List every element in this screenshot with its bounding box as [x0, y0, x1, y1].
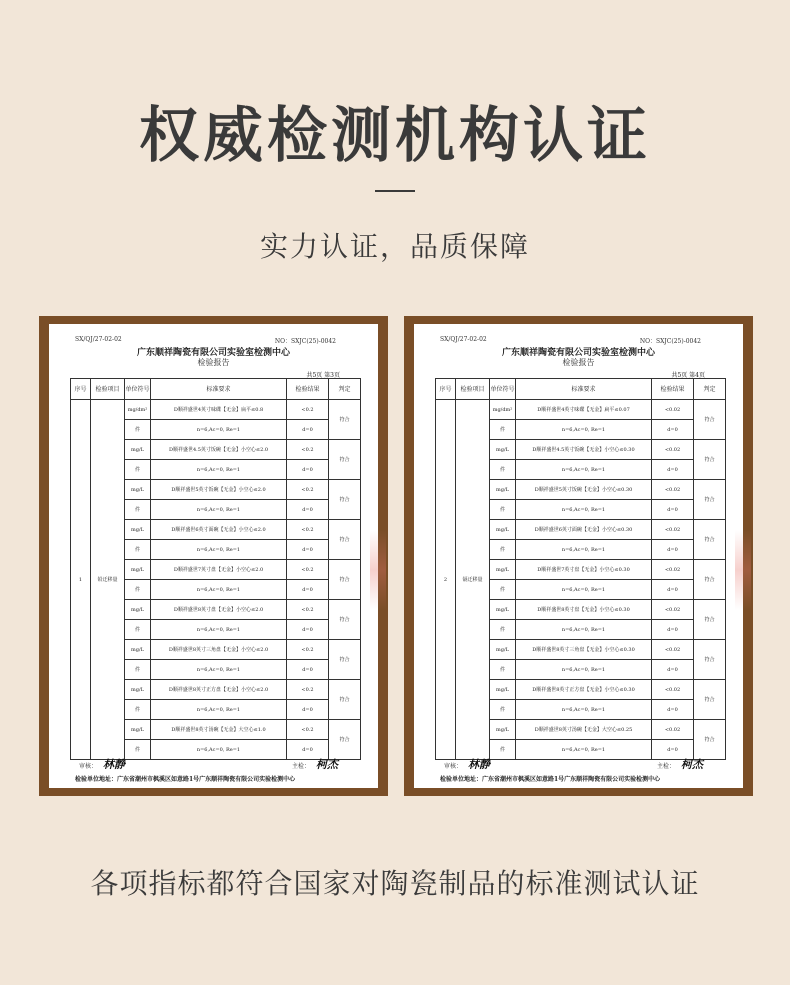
doc-code: SX/QJ/27-02-02	[75, 336, 122, 343]
table-row	[71, 400, 361, 420]
verdict-cell: 符合	[329, 640, 361, 680]
reviewer-label: 审核：	[444, 763, 463, 770]
requirement-cell: n=6,Ac=0, Re=1	[516, 540, 652, 560]
test-item-cell: 镉迁移量	[456, 400, 490, 760]
unit-cell: mg/L	[125, 560, 151, 580]
requirement-cell: D顺祥盛世8英寸三角盘【无金】小空心≤0.30	[516, 640, 652, 660]
unit-cell: 件	[125, 420, 151, 440]
result-cell: <0.02	[652, 520, 694, 540]
test-item-cell: 铅迁移量	[91, 400, 125, 760]
column-header: 单位符号	[490, 379, 516, 400]
requirement-cell: n=6,Ac=0, Re=1	[151, 620, 287, 640]
requirement-cell: D顺祥盛世7英寸盘【无金】小空心≤2.0	[151, 560, 287, 580]
unit-cell: 件	[125, 540, 151, 560]
inspection-report-document	[414, 324, 743, 788]
result-cell: <0.02	[652, 600, 694, 620]
requirement-cell: D顺祥盛世8英寸正方盘【无金】小空心≤0.30	[516, 680, 652, 700]
unit-cell: mg/L	[490, 480, 516, 500]
result-cell: d=0	[652, 660, 694, 680]
inspector-handwriting: 柯杰	[316, 758, 338, 771]
unit-cell: mg/L	[490, 600, 516, 620]
requirement-cell: D顺祥盛世5英寸饭碗【无金】小空心≤0.30	[516, 480, 652, 500]
seq-cell: 1	[71, 400, 91, 760]
result-cell: <0.2	[287, 440, 329, 460]
inspector-handwriting: 柯杰	[681, 758, 703, 771]
unit-cell: 件	[490, 500, 516, 520]
reviewer-label: 审核：	[79, 763, 98, 770]
red-stamp-mark	[370, 530, 386, 610]
unit-cell: 件	[490, 420, 516, 440]
page-subtitle: 实力认证，品质保障	[259, 230, 530, 263]
requirement-cell: n=6,Ac=0, Re=1	[516, 660, 652, 680]
unit-cell: mg/dm²	[125, 400, 151, 420]
unit-cell: 件	[490, 740, 516, 760]
result-cell: <0.02	[652, 560, 694, 580]
result-cell: d=0	[652, 500, 694, 520]
verdict-cell: 符合	[329, 680, 361, 720]
result-cell: d=0	[287, 460, 329, 480]
requirement-cell: D顺祥盛世8英寸汤碗【无金】大空心≤0.25	[516, 720, 652, 740]
result-cell: d=0	[287, 700, 329, 720]
org-name: 广东顺祥陶瓷有限公司实验室检测中心	[501, 348, 655, 358]
column-header: 检验结果	[652, 379, 694, 400]
report-frame-1	[39, 316, 388, 796]
result-cell: <0.02	[652, 640, 694, 660]
result-cell: <0.2	[287, 680, 329, 700]
reviewer-signature	[79, 756, 125, 772]
lab-address: 检验单位地址：广东省潮州市枫溪区如意路1号广东顺祥陶瓷有限公司实验检测中心	[75, 776, 296, 783]
unit-cell: mg/L	[125, 520, 151, 540]
report-table	[70, 378, 361, 760]
verdict-cell: 符合	[694, 560, 726, 600]
verdict-cell: 符合	[694, 640, 726, 680]
result-cell: d=0	[287, 540, 329, 560]
unit-cell: mg/dm²	[490, 400, 516, 420]
reviewer-handwriting: 林静	[468, 758, 491, 771]
unit-cell: mg/L	[125, 640, 151, 660]
inspector-label: 主检：	[291, 763, 310, 770]
result-cell: d=0	[652, 540, 694, 560]
title-divider	[375, 190, 415, 192]
requirement-cell: D顺祥盛世8英寸正方盘【无金】小空心≤2.0	[151, 680, 287, 700]
verdict-cell: 符合	[694, 400, 726, 440]
result-cell: <0.2	[287, 560, 329, 580]
inspector-signature	[292, 756, 338, 772]
red-stamp-mark	[735, 530, 751, 610]
report-frame-2	[404, 316, 753, 796]
result-cell: <0.2	[287, 640, 329, 660]
requirement-cell: n=6,Ac=0, Re=1	[516, 460, 652, 480]
result-cell: d=0	[287, 500, 329, 520]
requirement-cell: n=6,Ac=0, Re=1	[151, 500, 287, 520]
doc-code: SX/QJ/27-02-02	[440, 336, 487, 343]
unit-cell: 件	[125, 700, 151, 720]
result-cell: <0.2	[287, 720, 329, 740]
table-row	[436, 400, 726, 420]
result-cell: d=0	[652, 620, 694, 640]
result-cell: <0.02	[652, 440, 694, 460]
requirement-cell: D顺祥盛世5英寸饭碗【无金】小空心≤2.0	[151, 480, 287, 500]
requirement-cell: n=6,Ac=0, Re=1	[516, 740, 652, 760]
result-cell: d=0	[287, 580, 329, 600]
unit-cell: 件	[125, 500, 151, 520]
unit-cell: 件	[490, 660, 516, 680]
column-header: 检验结果	[287, 379, 329, 400]
reviewer-signature	[444, 756, 490, 772]
seq-cell: 2	[436, 400, 456, 760]
result-cell: <0.02	[652, 680, 694, 700]
requirement-cell: n=6,Ac=0, Re=1	[151, 460, 287, 480]
unit-cell: mg/L	[490, 640, 516, 660]
verdict-cell: 符合	[329, 480, 361, 520]
unit-cell: mg/L	[125, 440, 151, 460]
result-cell: <0.2	[287, 400, 329, 420]
result-cell: d=0	[652, 740, 694, 760]
report-number: NO：SXJC(25)-0042	[639, 338, 701, 345]
unit-cell: 件	[490, 460, 516, 480]
unit-cell: mg/L	[125, 680, 151, 700]
verdict-cell: 符合	[694, 720, 726, 760]
unit-cell: mg/L	[125, 480, 151, 500]
result-cell: d=0	[287, 620, 329, 640]
unit-cell: 件	[125, 660, 151, 680]
column-header: 判定	[694, 379, 726, 400]
unit-cell: mg/L	[490, 440, 516, 460]
verdict-cell: 符合	[694, 600, 726, 640]
result-cell: d=0	[652, 700, 694, 720]
requirement-cell: n=6,Ac=0, Re=1	[151, 740, 287, 760]
result-cell: d=0	[287, 740, 329, 760]
verdict-cell: 符合	[694, 680, 726, 720]
requirement-cell: D顺祥盛世4.5英寸饭碗【无金】小空心≤0.30	[516, 440, 652, 460]
result-cell: d=0	[652, 580, 694, 600]
requirement-cell: D顺祥盛世8英寸三角盘【无金】小空心≤2.0	[151, 640, 287, 660]
unit-cell: 件	[490, 700, 516, 720]
column-header: 检验项目	[91, 379, 125, 400]
page-count: 共5页 第3页	[306, 372, 340, 379]
column-header: 标准要求	[516, 379, 652, 400]
requirement-cell: n=6,Ac=0, Re=1	[151, 660, 287, 680]
requirement-cell: n=6,Ac=0, Re=1	[516, 620, 652, 640]
unit-cell: 件	[125, 460, 151, 480]
requirement-cell: D顺祥盛世8英寸汤碗【无金】大空心≤1.0	[151, 720, 287, 740]
verdict-cell: 符合	[329, 440, 361, 480]
result-cell: <0.2	[287, 520, 329, 540]
column-header: 序号	[71, 379, 91, 400]
verdict-cell: 符合	[329, 720, 361, 760]
requirement-cell: n=6,Ac=0, Re=1	[516, 420, 652, 440]
table-header-row	[436, 379, 726, 400]
reviewer-handwriting: 林静	[103, 758, 126, 771]
unit-cell: 件	[490, 580, 516, 600]
unit-cell: mg/L	[490, 560, 516, 580]
verdict-cell: 符合	[329, 600, 361, 640]
requirement-cell: n=6,Ac=0, Re=1	[151, 540, 287, 560]
unit-cell: mg/L	[125, 600, 151, 620]
requirement-cell: D顺祥盛世8英寸盘【无金】小空心≤2.0	[151, 600, 287, 620]
requirement-cell: n=6,Ac=0, Re=1	[151, 700, 287, 720]
requirement-cell: n=6,Ac=0, Re=1	[516, 500, 652, 520]
unit-cell: 件	[125, 740, 151, 760]
unit-cell: mg/L	[490, 720, 516, 740]
requirement-cell: D顺祥盛世4英寸味碟【无金】扁平≤0.07	[516, 400, 652, 420]
result-cell: <0.02	[652, 720, 694, 740]
requirement-cell: D顺祥盛世7英寸盘【无金】小空心≤0.30	[516, 560, 652, 580]
lab-address: 检验单位地址：广东省潮州市枫溪区如意路1号广东顺祥陶瓷有限公司实验检测中心	[440, 776, 661, 783]
inspector-signature	[657, 756, 703, 772]
requirement-cell: n=6,Ac=0, Re=1	[151, 420, 287, 440]
result-cell: <0.2	[287, 600, 329, 620]
verdict-cell: 符合	[329, 560, 361, 600]
requirement-cell: D顺祥盛世6英寸面碗【无金】小空心≤0.30	[516, 520, 652, 540]
table-header-row	[71, 379, 361, 400]
unit-cell: mg/L	[490, 520, 516, 540]
result-cell: d=0	[287, 660, 329, 680]
inspector-label: 主检：	[656, 763, 675, 770]
report-table	[435, 378, 726, 760]
verdict-cell: 符合	[329, 400, 361, 440]
unit-cell: 件	[125, 580, 151, 600]
requirement-cell: n=6,Ac=0, Re=1	[151, 580, 287, 600]
column-header: 标准要求	[151, 379, 287, 400]
org-name: 广东顺祥陶瓷有限公司实验室检测中心	[136, 348, 290, 358]
verdict-cell: 符合	[694, 440, 726, 480]
result-cell: <0.02	[652, 400, 694, 420]
result-cell: d=0	[652, 420, 694, 440]
column-header: 单位符号	[125, 379, 151, 400]
column-header: 检验项目	[456, 379, 490, 400]
result-cell: <0.02	[652, 480, 694, 500]
column-header: 判定	[329, 379, 361, 400]
requirement-cell: D顺祥盛世8英寸盘【无金】小空心≤0.30	[516, 600, 652, 620]
unit-cell: 件	[125, 620, 151, 640]
result-cell: d=0	[287, 420, 329, 440]
requirement-cell: n=6,Ac=0, Re=1	[516, 700, 652, 720]
report-number: NO：SXJC(25)-0042	[274, 338, 336, 345]
result-cell: <0.2	[287, 480, 329, 500]
verdict-cell: 符合	[329, 520, 361, 560]
column-header: 序号	[436, 379, 456, 400]
result-cell: d=0	[652, 460, 694, 480]
report-title: 检验报告	[197, 358, 230, 367]
page-footer-caption: 各项指标都符合国家对陶瓷制品的标准测试认证	[90, 867, 700, 900]
unit-cell: 件	[490, 620, 516, 640]
page-count: 共5页 第4页	[671, 372, 705, 379]
requirement-cell: D顺祥盛世4.5英寸饭碗【无金】小空心≤2.0	[151, 440, 287, 460]
report-title: 检验报告	[562, 358, 595, 367]
page-title: 权威检测机构认证	[139, 101, 651, 171]
requirement-cell: D顺祥盛世4英寸味碟【无金】扁平≤0.8	[151, 400, 287, 420]
verdict-cell: 符合	[694, 480, 726, 520]
verdict-cell: 符合	[694, 520, 726, 560]
unit-cell: mg/L	[490, 680, 516, 700]
requirement-cell: n=6,Ac=0, Re=1	[516, 580, 652, 600]
inspection-report-document	[49, 324, 378, 788]
requirement-cell: D顺祥盛世6英寸面碗【无金】小空心≤2.0	[151, 520, 287, 540]
unit-cell: mg/L	[125, 720, 151, 740]
unit-cell: 件	[490, 540, 516, 560]
